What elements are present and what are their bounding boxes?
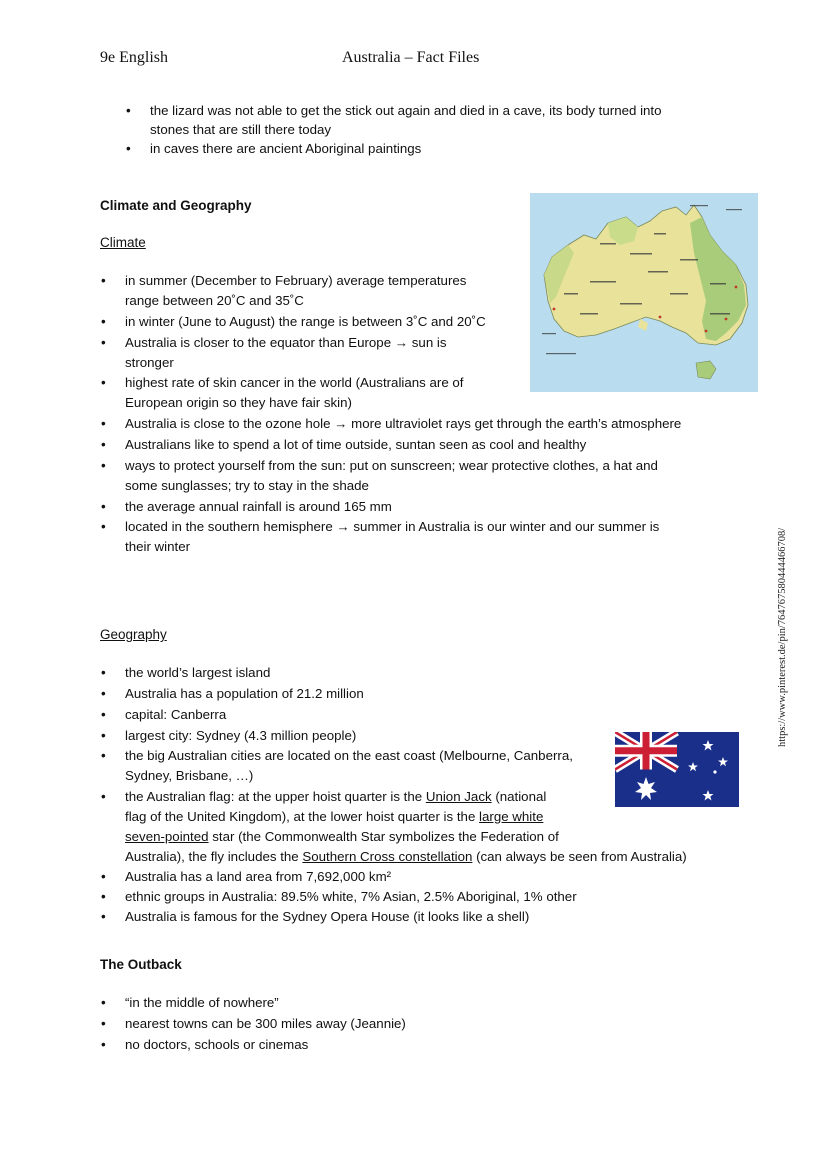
bullet-icon: • [101, 909, 106, 924]
bullet-icon: • [101, 995, 106, 1010]
geo-line: the world’s largest island [125, 665, 271, 680]
climate-line: the average annual rainfall is around 165 mm [125, 499, 392, 514]
climate-line: in summer (December to February) average temperatures [125, 273, 467, 288]
flag-line-2 [125, 807, 543, 827]
geo-line: Sydney, Brisbane, …) [125, 768, 254, 783]
bullet-icon: • [101, 1037, 106, 1052]
bullet-icon: • [101, 499, 106, 514]
subheading-climate: Climate [100, 235, 146, 250]
climate-line: Australians like to spend a lot of time outside, suntan seen as cool and healthy [125, 437, 587, 452]
climate-line: in winter (June to August) the range is between 3˚C and 20˚C [125, 314, 486, 329]
bullet-icon: • [101, 416, 106, 431]
bullet-icon: • [126, 103, 131, 118]
side-url-text: https://www.pinterest.de/pin/764767580444466708/ [777, 527, 788, 747]
section-title-climate-geography: Climate and Geography [100, 198, 252, 213]
geo-line: largest city: Sydney (4.3 million people) [125, 728, 357, 743]
bullet-icon: • [101, 273, 106, 288]
intro-line: the lizard was not able to get the stick out again and died in a cave, its body turned into [150, 103, 662, 118]
climate-line: located in the southern hemisphere → summer in Australia is our winter and our summer is [125, 519, 660, 534]
bullet-icon: • [126, 141, 131, 156]
climate-line: their winter [125, 539, 191, 554]
bullet-icon: • [101, 789, 106, 804]
geo-line: capital: Canberra [125, 707, 227, 722]
flag-line-1 [125, 787, 546, 807]
climate-line: Australia is closer to the equator than Europe → sun is [125, 335, 447, 350]
outback-line: nearest towns can be 300 miles away (Jeannie) [125, 1016, 406, 1031]
large-white-text: large white [479, 809, 544, 824]
climate-line: some sunglasses; try to stay in the shade [125, 478, 369, 493]
flag-text: the Australian flag: at the upper hoist quarter is the [125, 789, 426, 804]
flag-text: flag of the United Kingdom), at the lower hoist quarter is the [125, 809, 480, 824]
flag-text: star (the Commonwealth Star symbolizes the Federation of [208, 829, 559, 844]
climate-line: European origin so they have fair skin) [125, 395, 352, 410]
geo-line: Australia has a population of 21.2 million [125, 686, 364, 701]
side-url [777, 528, 793, 768]
bullet-icon: • [101, 869, 106, 884]
climate-line: stronger [125, 355, 174, 370]
bullet-icon: • [101, 314, 106, 329]
climate-line: Australia is close to the ozone hole → more ultraviolet rays get through the earth’s atmosphere [125, 416, 682, 431]
flag-text: (national [491, 789, 547, 804]
bullet-icon: • [101, 1016, 106, 1031]
geo-line: the big Australian cities are located on the east coast (Melbourne, Canberra, [125, 748, 573, 763]
union-jack-text: Union Jack [425, 789, 492, 804]
climate-line: ways to protect yourself from the sun: put on sunscreen; wear protective clothes, a hat and [125, 458, 658, 473]
flag-line-4 [125, 847, 687, 867]
bullet-icon: • [101, 519, 106, 534]
bullet-icon: • [101, 686, 106, 701]
bullet-icon: • [101, 458, 106, 473]
flag-text: (can always be seen from Australia) [472, 849, 687, 864]
section-title-outback: The Outback [100, 957, 182, 972]
australian-flag-image [615, 732, 739, 807]
seven-pointed-text: seven-pointed [125, 829, 209, 844]
geo-line: Australia has a land area from 7,692,000 km² [125, 869, 392, 884]
intro-line: stones that are still there today [150, 122, 332, 137]
southern-cross-text: Southern Cross constellation [302, 849, 473, 864]
header-title: Australia – Fact Files [342, 49, 480, 66]
bullet-icon: • [101, 889, 106, 904]
flag-text: Australia), the fly includes the [125, 849, 303, 864]
header-left: 9e English [100, 49, 168, 66]
bullet-icon: • [101, 665, 106, 680]
flag-line-3 [125, 827, 559, 847]
bullet-icon: • [101, 335, 106, 350]
bullet-icon: • [101, 375, 106, 390]
geo-line: ethnic groups in Australia: 89.5% white, 7% Asian, 2.5% Aboriginal, 1% other [125, 889, 577, 904]
intro-line: in caves there are ancient Aboriginal paintings [150, 141, 422, 156]
subheading-geography: Geography [100, 627, 167, 642]
outback-line: no doctors, schools or cinemas [125, 1037, 309, 1052]
climate-line: range between 20˚C and 35˚C [125, 293, 304, 308]
bullet-icon: • [101, 728, 106, 743]
outback-line: “in the middle of nowhere” [125, 995, 279, 1010]
bullet-icon: • [101, 748, 106, 763]
australia-map-image [530, 193, 758, 392]
climate-line: highest rate of skin cancer in the world (Australians are of [125, 375, 464, 390]
bullet-icon: • [101, 437, 106, 452]
geo-line: Australia is famous for the Sydney Opera House (it looks like a shell) [125, 909, 530, 924]
bullet-icon: • [101, 707, 106, 722]
